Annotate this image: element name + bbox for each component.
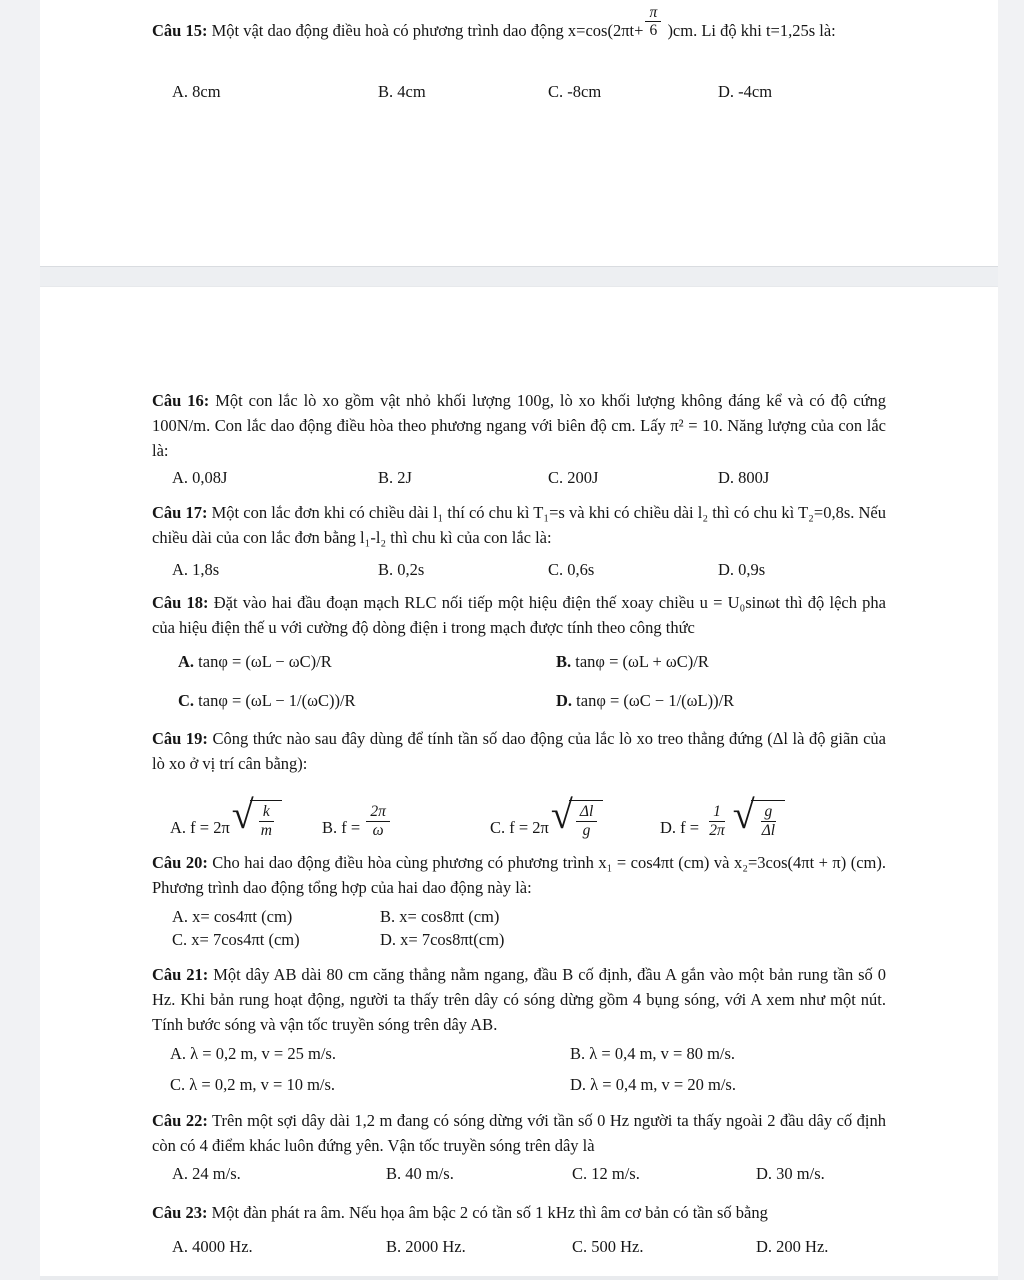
question-22-text: Câu 22: Trên một sợi dây dài 1,2 m đang có sóng dừng với tần số 0 Hz người ta thấy ngoài 2 đầu dây cố định còn có 4 điểm khác luôn đứng yên. Vận tốc truyền sóng trên dây là xyxy=(152,1111,886,1155)
question-18-text: Câu 18: Đặt vào hai đầu đoạn mạch RLC nối tiếp một hiệu điện thế xoay chiều u = U₀sinωt thì độ lệch pha của hiệu điện thế u với cường độ dòng điện i trong mạch được tính theo công thức xyxy=(152,593,887,637)
option-d: D. -4cm xyxy=(718,82,773,101)
page-separator xyxy=(40,266,998,287)
option-a: A. 0,08J xyxy=(172,468,228,487)
question-21-text: Câu 21: Một dây AB dài 80 cm căng thẳng nằm ngang, đầu B cố định, đầu A gắn vào một bản rung tần số 0 Hz. Khi bản rung hoạt động, người ta thấy trên dây có sóng dừng gồm 4 bụng sóng, với A xem như một nút. Tính bước sóng và vận tốc truyền sóng trên dây AB. xyxy=(152,965,886,1034)
question-17-label: Câu 17: xyxy=(152,503,208,522)
radical-icon: √ xyxy=(550,792,573,838)
question-22-options xyxy=(152,1162,912,1188)
fraction: $\frac{1}{2\pi}$ xyxy=(709,803,725,840)
option-c: C. 500 Hz. xyxy=(572,1237,644,1256)
option-d: D. x= 7cos8πt(cm) xyxy=(380,930,505,949)
question-15-label: Câu 15: xyxy=(152,21,208,40)
question-18-options-row-2 xyxy=(152,689,912,715)
question-16-text: Câu 16: Một con lắc lò xo gồm vật nhỏ khối lượng 100g, lò xo khối lượng không đáng kể và có độ cứng 100N/m. Con lắc dao động điều hòa theo phương ngang với biên độ cm. Lấy π² = 10. Năng lượng của con lắc là: xyxy=(152,391,886,460)
question-19-text: Câu 19: Công thức nào sau đây dùng để tính tần số dao động của lắc lò xo treo thẳng đứng (Δl là độ giãn của lò xo ở vị trí cân bằng): xyxy=(152,729,886,773)
option-d: D. 0,9s xyxy=(718,560,766,579)
question-23-options xyxy=(152,1235,912,1261)
option-b: B. 2000 Hz. xyxy=(386,1237,466,1256)
option-c: C. 12 m/s. xyxy=(572,1164,640,1183)
question-21-options-row-1 xyxy=(152,1042,912,1068)
radical-icon: √ xyxy=(732,792,755,838)
option-a: A. 4000 Hz. xyxy=(172,1237,253,1256)
question-19-options xyxy=(152,776,932,842)
question-17-options xyxy=(152,558,912,584)
option-d: D. 30 m/s. xyxy=(756,1164,825,1183)
question-22-label: Câu 22: xyxy=(152,1111,208,1130)
option-c: C. λ = 0,2 m, v = 10 m/s. xyxy=(170,1075,336,1094)
question-15-options xyxy=(152,80,912,106)
question-19-label: Câu 19: xyxy=(152,729,208,748)
option-d: D. tanφ = (ωC − 1/(ωL))/R xyxy=(556,691,735,710)
option-c: C. 200J xyxy=(548,468,599,487)
question-21-options-row-2 xyxy=(152,1073,912,1099)
option-a: A. 8cm xyxy=(172,82,221,101)
fraction: $\frac{2\pi}{\omega}$ xyxy=(366,803,390,840)
right-page-margin xyxy=(998,0,1024,1280)
option-b: B. tanφ = (ωL + ωC)/R xyxy=(556,652,709,671)
option-d: D. 200 Hz. xyxy=(756,1237,829,1256)
question-15-text: Câu 15: Một vật dao động điều hoà có phương trình dao động x=cos(2πt+ π 6 )cm. Li độ khi t=1,25s là: xyxy=(152,3,836,40)
question-16-options xyxy=(152,466,912,492)
question-17-text: Câu 17: Một con lắc đơn khi có chiều dài l₁ thí có chu kì T₁=s và khi có chiều dài l₂ thì có chu kì T₂=0,8s. Nếu chiều dài của con lắc đơn bằng l₁-l₂ thì chu kì của con lắc là: xyxy=(152,503,887,547)
question-20-text: Câu 20: Cho hai dao động điều hòa cùng phương có phương trình x₁ = cos4πt (cm) và x₂=3cos(4πt + π) (cm). Phương trình dao động tổng hợp của hai dao động này là: xyxy=(152,853,886,897)
option-c: C. x= 7cos4πt (cm) xyxy=(172,930,300,949)
option-d: D. 800J xyxy=(718,468,770,487)
question-16-label: Câu 16: xyxy=(152,391,210,410)
option-d: D. f = $\frac{1}{2\pi}$ √ $\frac{g}{\Delta l}$ xyxy=(660,800,785,840)
bottom-page-edge xyxy=(40,1276,998,1280)
question-23-text: Câu 23: Một đàn phát ra âm. Nếu họa âm bậc 2 có tần số 1 kHz thì âm cơ bản có tần số bằng xyxy=(152,1203,768,1222)
square-root: √ $\frac{k}{m}$ xyxy=(232,800,282,840)
square-root: √ $\frac{g}{\Delta l}$ xyxy=(733,800,785,840)
option-d: D. λ = 0,4 m, v = 20 m/s. xyxy=(570,1075,736,1094)
option-a: A. 1,8s xyxy=(172,560,220,579)
question-20-options-row-2 xyxy=(152,928,912,954)
question-21-label: Câu 21: xyxy=(152,965,209,984)
question-18-label: Câu 18: xyxy=(152,593,209,612)
option-c: C. 0,6s xyxy=(548,560,595,579)
option-c: C. -8cm xyxy=(548,82,602,101)
question-23-label: Câu 23: xyxy=(152,1203,208,1222)
question-20-label: Câu 20: xyxy=(152,853,208,872)
option-b: B. 0,2s xyxy=(378,560,425,579)
left-page-margin xyxy=(0,0,40,1280)
square-root: √ $\frac{\Delta l}{g}$ xyxy=(551,800,603,840)
option-c: C. f = 2π √ $\frac{\Delta l}{g}$ xyxy=(490,800,603,840)
question-18-options-row-1 xyxy=(152,650,912,676)
pi-over-6-fraction: π 6 xyxy=(643,20,667,36)
option-b: B. 40 m/s. xyxy=(386,1164,454,1183)
option-c: C. tanφ = (ωL − 1/(ωC))/R xyxy=(178,691,356,710)
option-b: B. 4cm xyxy=(378,82,426,101)
option-b: B. x= cos8πt (cm) xyxy=(380,907,500,926)
option-a: A. x= cos4πt (cm) xyxy=(172,907,293,926)
option-a: A. tanφ = (ωL − ωC)/R xyxy=(178,652,332,671)
option-a: A. f = 2π √ $\frac{k}{m}$ xyxy=(170,800,282,840)
radical-icon: √ xyxy=(231,792,254,838)
option-b: B. λ = 0,4 m, v = 80 m/s. xyxy=(570,1044,736,1063)
option-a: A. 24 m/s. xyxy=(172,1164,241,1183)
option-b: B. 2J xyxy=(378,468,412,487)
option-b: B. f = $\frac{2\pi}{\omega}$ xyxy=(322,803,392,840)
option-a: A. λ = 0,2 m, v = 25 m/s. xyxy=(170,1044,336,1063)
